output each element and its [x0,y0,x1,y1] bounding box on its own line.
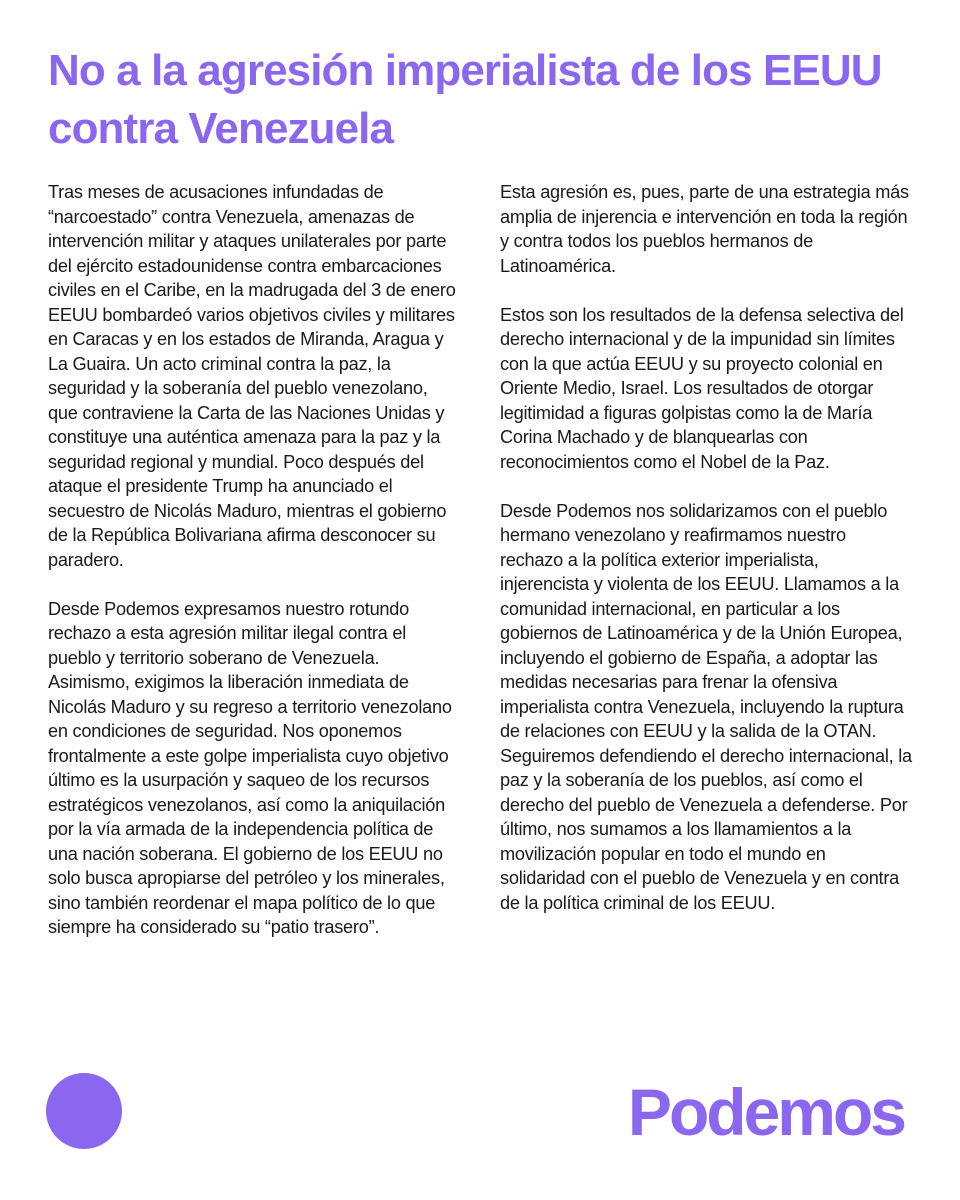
paragraph: Esta agresión es, pues, parte de una estrategia más amplia de injerencia e intervención en toda la región y contra todos los pueblos hermanos de Latinoamérica. [500,182,909,276]
paragraph: Desde Podemos expresamos nuestro rotundo rechazo a esta agresión militar ilegal contra el pueblo y territorio soberano de Venezuela. Asimismo, exigimos la liberación inmediata de Nicolás Maduro y su regreso a territorio venezolano en condiciones de seguridad. Nos oponemos frontalmente a este golpe imperialista cuyo objetivo último es la usurpación y saqueo de los recursos estratégicos venezolanos, así como la aniquilación por la vía armada de la independencia política de una nación soberana. El gobierno de los EEUU no solo busca apropiarse del petróleo y los minerales, sino también reordenar el mapa político de lo que siempre ha considerado su “patio trasero”. [48,598,452,937]
left-column [48,180,460,964]
right-column [500,180,912,940]
page-title: No a la agresión imperialista de los EEUU contra Venezuela [48,46,882,153]
paragraph: Tras meses de acusaciones infundadas de “narcoestado” contra Venezuela, amenazas de intervención militar y ataques unilaterales por parte del ejército estadounidense contra embarcaciones civiles en el Caribe, en la madrugada del 3 de enero EEUU bombardeó varios objetivos civiles y militares en Caracas y en los estados de Miranda, Aragua y La Guaira. Un acto criminal contra la paz, la seguridad y la soberanía del pueblo venezolano, que contraviene la Carta de las Naciones Unidas y constituye una auténtica amenaza para la paz y la seguridad regional y mundial. Poco después del ataque el presidente Trump ha anunciado el secuestro de Nicolás Maduro, mientras el gobierno de la República Bolivariana afirma desconocer su paradero. [48,182,456,570]
podemos-logo: Podemos [627,1075,904,1149]
paragraph: Estos son los resultados de la defensa selectiva del derecho internacional y de la impunidad sin límites con la que actúa EEUU y su proyecto colonial en Oriente Medio, Israel. Los resultados de otorgar legitimidad a figuras golpistas como la de María Corina Machado y de blanquearlas con reconocimientos como el Nobel de la Paz. [500,304,904,472]
circle-logo-mark [46,1073,122,1149]
paragraph: Desde Podemos nos solidarizamos con el pueblo hermano venezolano y reafirmamos nuestro rechazo a la política exterior imperialista, injerencista y violenta de los EEUU. Llamamos a la comunidad internacional, en particular a los gobiernos de Latinoamérica y de la Unión Europea, incluyendo el gobierno de España, a adoptar las medidas necesarias para frenar la ofensiva imperialista contra Venezuela, incluyendo la ruptura de relaciones con EEUU y la salida de la OTAN. Seguiremos defendiendo el derecho internacional, la paz y la soberanía de los pueblos, así como el derecho del pueblo de Venezuela a defenderse. Por último, nos sumamos a los llamamientos a la movilización popular en todo el mundo en solidaridad con el pueblo de Venezuela y en contra de la política criminal de los EEUU. [500,500,912,913]
